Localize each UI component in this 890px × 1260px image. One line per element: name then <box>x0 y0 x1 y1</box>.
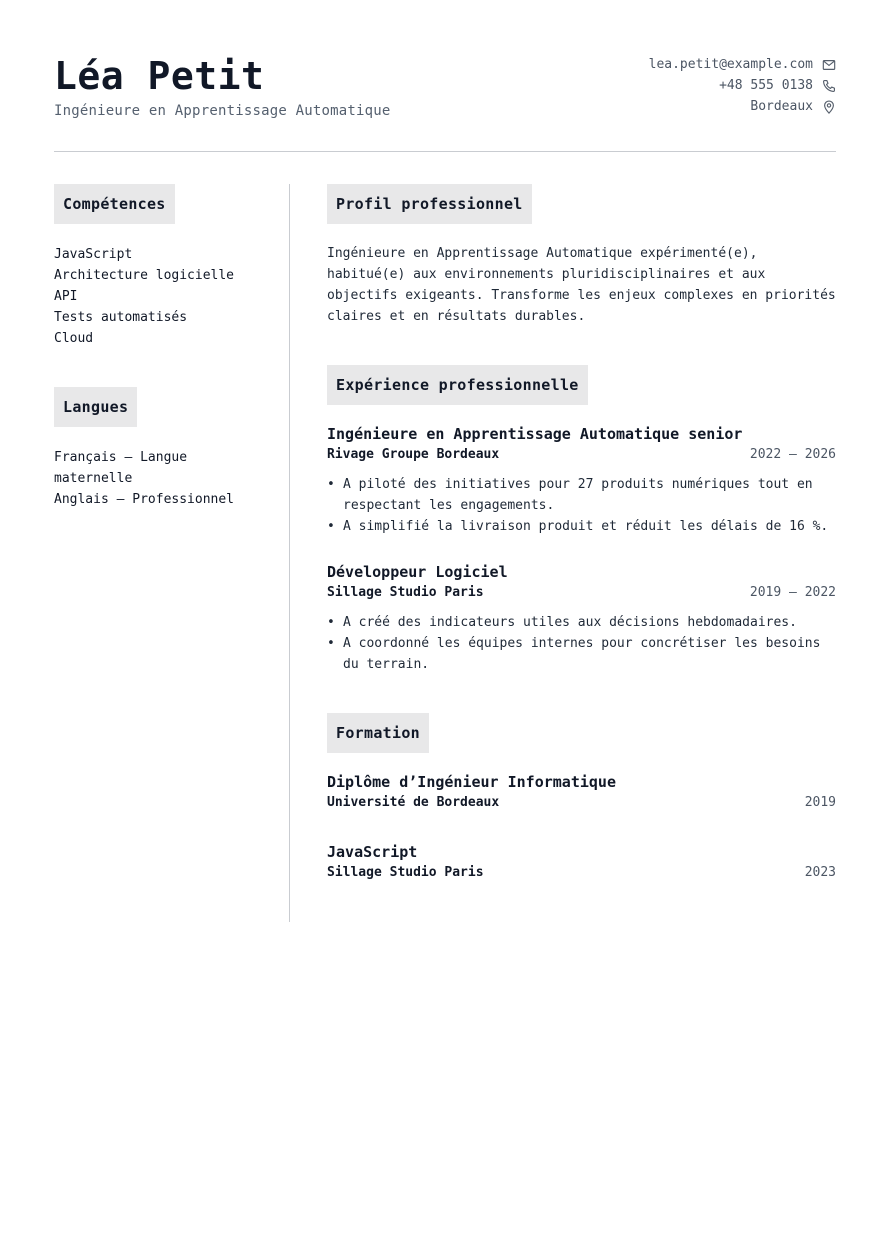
job-meta <box>327 582 836 604</box>
degree-title: Diplôme d’Ingénieur Informatique <box>327 773 616 791</box>
achievement-text: A créé des indicateurs utiles aux décisions hebdomadaires. <box>343 615 797 630</box>
candidate-title: Ingénieure en Apprentissage Automatique <box>54 103 391 119</box>
job-title: Développeur Logiciel <box>327 563 508 581</box>
skills-list <box>54 244 269 349</box>
experience-entry <box>327 562 836 675</box>
profile-summary: Ingénieure en Apprentissage Automatique expérimenté(e), habitué(e) aux environnements pluridisciplinaires et aux objectifs exigeants. Transforme les enjeux complexes en priorités claires et en résultats durables. <box>327 246 836 324</box>
experience-entry <box>327 424 836 537</box>
degree-title: JavaScript <box>327 843 418 861</box>
skill-item: Architecture logicielle <box>54 268 235 283</box>
mail-icon <box>821 57 836 72</box>
phone-text[interactable]: +48 555 0138 <box>719 78 813 93</box>
education-entry <box>327 772 836 814</box>
languages-heading: Langues <box>54 387 137 427</box>
achievement-item: • A piloté des initiatives pour 27 produits numériques tout en respectant les engagements. <box>327 477 813 513</box>
contact-email <box>649 54 836 75</box>
institution: Université de Bordeaux <box>327 795 500 810</box>
skill-item: JavaScript <box>54 247 133 262</box>
achievement-text: A piloté des initiatives pour 27 produits numériques tout en respectant les engagements. <box>343 477 813 513</box>
column-divider <box>289 184 290 922</box>
education-entry <box>327 842 836 884</box>
achievement-item: • A créé des indicateurs utiles aux décisions hebdomadaires. <box>327 615 797 630</box>
experience-heading: Expérience professionnelle <box>327 365 588 405</box>
left-column <box>54 184 269 510</box>
job-achievements <box>327 612 836 675</box>
job-achievements <box>327 474 836 537</box>
profile-section <box>327 184 836 327</box>
right-column <box>327 184 836 884</box>
education-meta <box>327 862 836 884</box>
achievement-item: • A simplifié la livraison produit et réduit les délais de 16 %. <box>327 519 829 534</box>
achievement-text: A coordonné les équipes internes pour concrétiser les besoins du terrain. <box>343 636 821 672</box>
language-item: Anglais — Professionnel <box>54 492 235 507</box>
job-meta <box>327 444 836 466</box>
profile-heading: Profil professionnel <box>327 184 532 224</box>
achievement-text: A simplifié la livraison produit et réduit les délais de 16 %. <box>343 519 829 534</box>
employer: Sillage Studio Paris <box>327 585 484 600</box>
contact-block <box>649 54 836 117</box>
job-title: Ingénieure en Apprentissage Automatique senior <box>327 425 743 443</box>
institution: Sillage Studio Paris <box>327 865 484 880</box>
contact-phone <box>649 75 836 96</box>
email-text[interactable]: lea.petit@example.com <box>648 57 813 72</box>
skill-item: Cloud <box>54 331 94 346</box>
header-divider <box>54 151 836 152</box>
education-year: 2023 <box>804 865 836 880</box>
phone-icon <box>821 78 836 93</box>
education-meta <box>327 792 836 814</box>
skills-section <box>54 184 269 349</box>
map-pin-icon <box>821 99 836 114</box>
candidate-name: Léa Petit <box>54 54 265 98</box>
experience-section <box>327 365 836 675</box>
education-section <box>327 713 836 884</box>
employer: Rivage Groupe Bordeaux <box>327 447 500 462</box>
education-heading: Formation <box>327 713 429 753</box>
job-dates: 2022 — 2026 <box>749 447 836 462</box>
languages-section <box>54 387 269 510</box>
languages-list <box>54 447 269 510</box>
skills-heading: Compétences <box>54 184 175 224</box>
education-year: 2019 <box>804 795 836 810</box>
skill-item: API <box>54 289 78 304</box>
contact-location <box>649 96 836 117</box>
job-dates: 2019 — 2022 <box>749 585 836 600</box>
language-item: Français — Langue maternelle <box>54 450 188 486</box>
achievement-item: • A coordonné les équipes internes pour concrétiser les besoins du terrain. <box>327 636 821 672</box>
skill-item: Tests automatisés <box>54 310 188 325</box>
location-text: Bordeaux <box>750 99 813 114</box>
